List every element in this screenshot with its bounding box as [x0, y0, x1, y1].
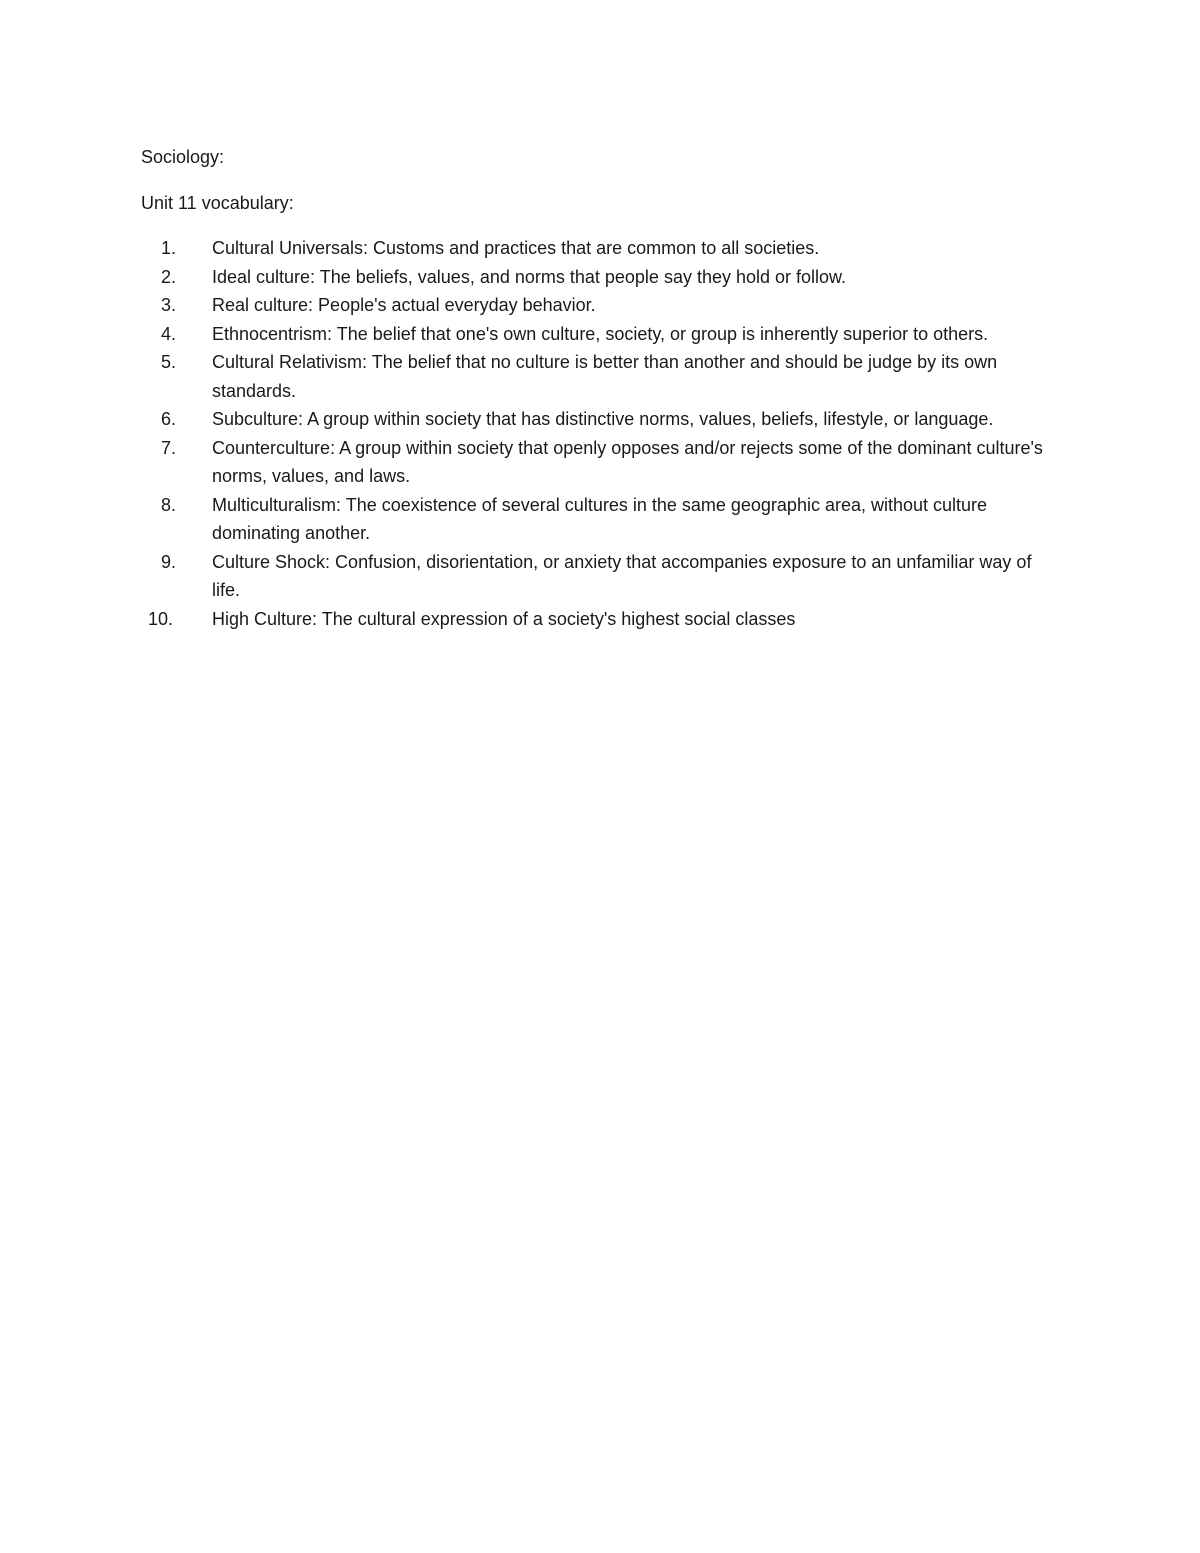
- item-number: 10.: [148, 608, 174, 629]
- item-definition: High Culture: The cultural expression of a society's highest social classes: [212, 608, 796, 629]
- item-definition: Culture Shock: Confusion, disorientation, or anxiety that accompanies exposure to an unfamiliar way of life.: [212, 551, 1032, 600]
- subject-heading: Sociology:: [141, 147, 225, 167]
- list-item: [141, 548, 1061, 605]
- item-number: 2.: [161, 266, 177, 287]
- list-item: [141, 491, 1061, 548]
- item-definition: Ideal culture: The beliefs, values, and norms that people say they hold or follow.: [212, 266, 847, 287]
- item-definition: Real culture: People's actual everyday behavior.: [212, 295, 596, 315]
- item-number: 1.: [161, 238, 177, 258]
- vocabulary-list: [141, 234, 1061, 633]
- document-body: [141, 143, 1061, 633]
- list-item: [141, 605, 1061, 634]
- item-definition: Counterculture: A group within society that openly opposes and/or rejects some of the dominant culture's norms, values, and laws.: [212, 437, 1043, 486]
- list-item: [141, 320, 1061, 349]
- item-number: 9.: [161, 551, 177, 572]
- item-number: 7.: [161, 437, 177, 458]
- item-number: 8.: [161, 494, 177, 515]
- list-item: [141, 405, 1061, 434]
- item-definition: Multiculturalism: The coexistence of several cultures in the same geographic area, without culture dominating another.: [212, 494, 988, 543]
- item-definition: Cultural Universals: Customs and practices that are common to all societies.: [212, 238, 820, 258]
- item-definition: Ethnocentrism: The belief that one's own culture, society, or group is inherently superior to others.: [212, 323, 989, 344]
- item-number: 6.: [161, 409, 177, 429]
- list-item: [141, 263, 1061, 292]
- item-number: 4.: [161, 323, 177, 344]
- unit-heading: Unit 11 vocabulary:: [141, 192, 294, 213]
- item-number: 5.: [161, 352, 177, 372]
- list-item: [141, 234, 1061, 263]
- item-definition: Subculture: A group within society that has distinctive norms, values, beliefs, lifestyle, or language.: [212, 409, 994, 429]
- list-item: [141, 348, 1061, 405]
- list-item: [141, 434, 1061, 491]
- list-item: [141, 291, 1061, 320]
- item-definition: Cultural Relativism: The belief that no culture is better than another and should be judge by its own standards.: [212, 352, 998, 401]
- item-number: 3.: [161, 295, 177, 315]
